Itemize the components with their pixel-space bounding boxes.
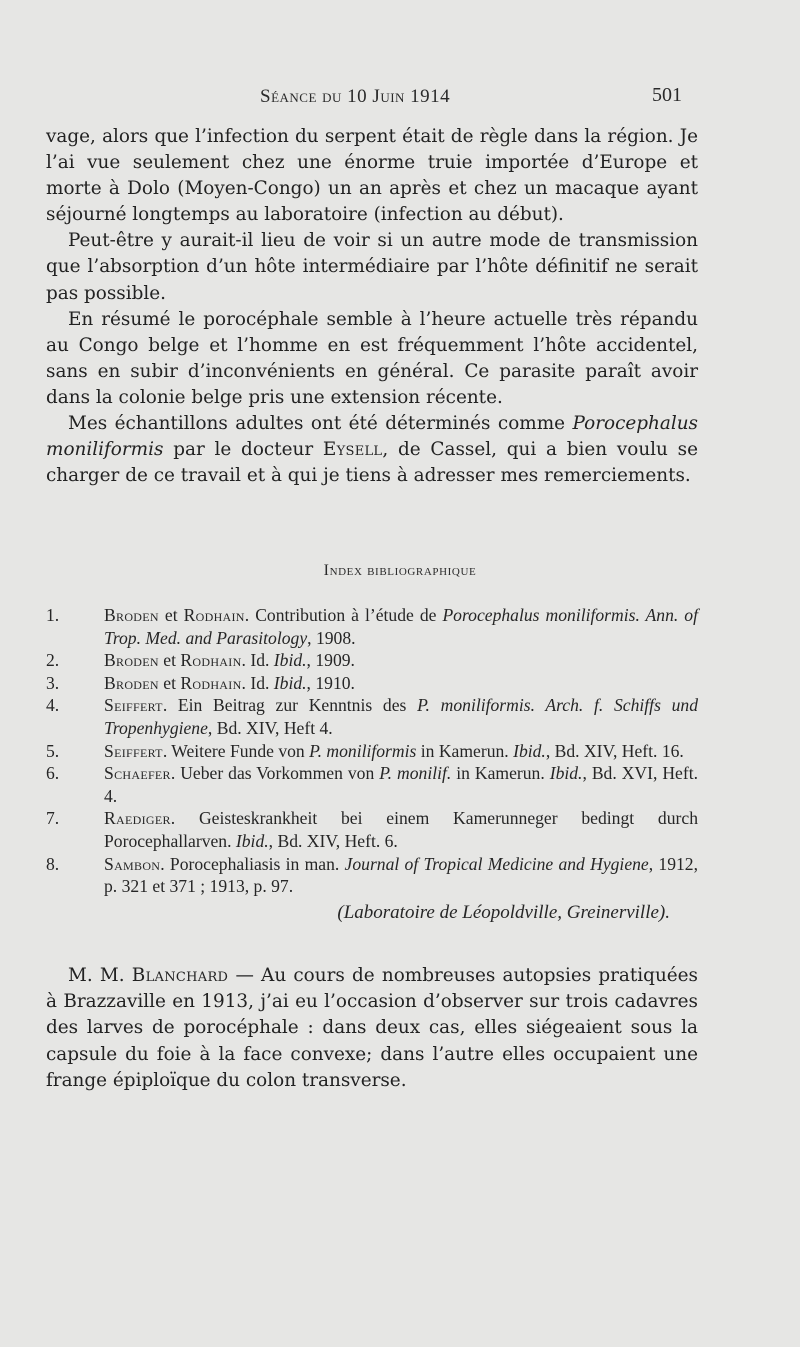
ref-join: et <box>158 605 184 625</box>
ref-text: , Bd. XIV, Heft 4. <box>207 717 333 738</box>
ref-italic: Ibid. <box>235 830 269 851</box>
ref-author: Schaefer <box>104 763 171 784</box>
running-head: Séance du 10 Juin 1914 <box>260 86 451 107</box>
reference-4 <box>46 694 698 739</box>
ref-number: 3. <box>46 672 60 693</box>
ref-text: , 1908. <box>307 627 356 648</box>
ref-text: , 1912, p. 321 et 371 ; 1913, p. 97. <box>104 853 699 897</box>
page-number: 501 <box>652 84 682 106</box>
ref-author: Seiffert <box>104 695 163 716</box>
ref-italic: P. moniliformis. Arch. f. Schiffs und Tropenhygiene <box>104 695 699 738</box>
ref-join: et <box>158 672 181 693</box>
reference-7 <box>46 807 698 852</box>
ref-author: Rodhain <box>180 672 242 693</box>
ref-join: et <box>158 650 181 671</box>
ref-number: 7. <box>46 808 60 829</box>
ref-italic: Ibid. <box>513 740 546 761</box>
ref-number: 6. <box>46 763 60 784</box>
discussion-section <box>46 963 698 1094</box>
ref-text: . Porocephaliasis in man. <box>160 853 345 874</box>
reference-2 <box>46 649 698 672</box>
reference-1 <box>46 604 698 649</box>
ref-text: , Bd. XIV, Heft. 16. <box>545 740 684 761</box>
bibliography-title: Index bibliographique <box>323 562 477 579</box>
ref-italic: P. moniliformis <box>309 740 417 761</box>
ref-italic: Ibid. <box>273 672 307 693</box>
ref-text: in Kamerun. <box>451 763 550 784</box>
species-name: Porocephalus moniliformis <box>46 413 698 461</box>
blanchard-paragraph <box>46 963 698 1094</box>
ref-number: 4. <box>46 695 60 716</box>
ref-text: . Ueber das Vorkommen von <box>170 763 380 784</box>
ref-italic: Ibid. <box>549 763 583 784</box>
ref-text: in Kamerun. <box>416 740 514 761</box>
ref-text: , Bd. XIV, Heft. 6. <box>268 830 398 851</box>
reference-8 <box>46 853 698 898</box>
ref-text: . Id. <box>241 672 274 693</box>
article-body <box>46 124 698 489</box>
reference-6 <box>46 762 698 807</box>
ref-italic: Journal of Tropical Medicine and Hygiene <box>344 853 649 874</box>
ref-number: 1. <box>46 605 60 625</box>
ref-text: , 1910. <box>306 672 355 693</box>
reference-5 <box>46 740 698 763</box>
speaker-name: Blanchard <box>131 965 229 986</box>
ref-text: , Bd. XVI, Heft. 4. <box>104 763 698 806</box>
reference-3 <box>46 672 698 695</box>
ref-number: 8. <box>46 853 60 874</box>
ref-text: . Ein Beitrag zur Kenntnis des <box>162 695 418 716</box>
affiliation: (Laboratoire de Léopoldville, Greinerville). <box>337 902 670 923</box>
paragraph-3: En résumé le porocéphale semble à l’heure actuelle très répandu au Congo belge et l’homme en est fréquemment l’hôte accidentel, sans en subir d’inconvénients en général. Ce parasite paraît avoir dans la colonie belge pris une extension récente. <box>46 308 698 408</box>
page-header <box>0 80 800 110</box>
ref-number: 2. <box>46 650 60 671</box>
ref-author: Broden <box>104 672 159 693</box>
ref-text: . Contribution à l’étude de <box>244 605 443 625</box>
paragraph-1: vage, alors que l’infection du serpent était de règle dans la région. Je l’ai vue seulement chez une énorme truie importée d’Europe et morte à Dolo (Moyen-Congo) un an après et chez un macaque ayant séjourné longtemps au laboratoire (infection au début). <box>46 126 698 226</box>
ref-author: Rodhain <box>183 605 245 625</box>
p4-text-c: , de Cassel, qui a bien voulu se charger de ce travail et à qui je tiens à adresser mes remerciements. <box>46 439 698 487</box>
ref-author: Raediger <box>104 808 171 829</box>
ref-text: . Weitere Funde von <box>162 740 310 761</box>
ref-author: Seiffert <box>104 740 163 761</box>
p4-text-a: Mes échantillons adultes ont été déterminés comme <box>68 413 573 435</box>
ref-italic: Ibid. <box>273 650 307 671</box>
ref-author: Sambon <box>104 853 161 874</box>
ref-author: Broden <box>104 650 159 671</box>
person-name: Eysell <box>322 439 383 461</box>
bibliography-list <box>46 604 698 898</box>
paragraph-4 <box>46 411 698 489</box>
speaker-prefix: M. M. <box>68 965 132 986</box>
paragraph-2: Peut-être y aurait-il lieu de voir si un autre mode de transmission que l’absorption d’un hôte intermédiaire par l’hôte définitif ne serait pas possible. <box>46 230 698 304</box>
ref-number: 5. <box>46 740 60 761</box>
ref-italic: P. monilif. <box>379 763 452 784</box>
ref-text: . Geisteskrankheit bei einem Kamerunneger bedingt durch Porocephallarven. <box>104 808 698 851</box>
ref-text: , 1909. <box>306 650 355 671</box>
ref-author: Broden <box>104 605 159 625</box>
ref-italic: Porocephalus moniliformis. Ann. of Trop. Med. and Parasitology <box>104 605 698 648</box>
ref-author: Rodhain <box>180 650 242 671</box>
ref-text: . Id. <box>241 650 274 671</box>
p4-text-b: par le docteur <box>163 439 323 461</box>
blanchard-text: — Au cours de nombreuses autopsies pratiquées à Brazzaville en 1913, j’ai eu l’occasion d’observer sur trois cadavres des larves de porocéphale : dans deux cas, elles siégeaient sous la capsule du foie à la face convexe; dans l’autre elles occupaient une frange épiploïque du colon transverse. <box>46 965 698 1091</box>
